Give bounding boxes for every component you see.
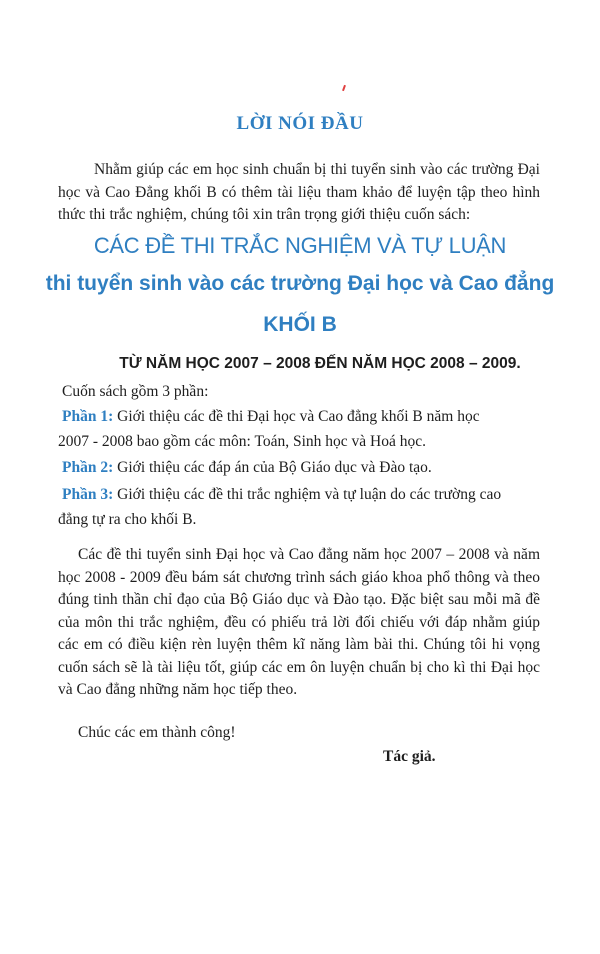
part-1-text: Giới thiệu các đề thi Đại học và Cao đẳng khối B năm học [117,408,480,425]
part-1-continuation: 2007 - 2008 bao gồm các môn: Toán, Sinh học và Hoá học. [58,433,426,450]
author-signature: Tác giả. [383,748,436,765]
closing-line: Chúc các em thành công! [78,724,236,741]
body-paragraph: Các đề thi tuyển sinh Đại học và Cao đẳng năm học 2007 – 2008 và năm học 2008 - 2009 đều bám sát chương trình sách giáo khoa phổ thông và theo đúng tinh thần chỉ đạo của Bộ Giáo dục và Đào tạo. Đặc biệt sau mỗi mã đề của môn thi trắc nghiệm, đều có phiếu trả lời đối chiếu với đáp nhằm giúp các em có điều kiện rèn luyện thêm kĩ năng làm bài thi. Chúng tôi hi vọng cuốn sách sẽ là tài liệu tốt, giúp các em ôn luyện chuẩn bị cho kì thi Đại học và Cao đẳng những năm học tiếp theo. [58,546,540,698]
part-3-text: Giới thiệu các đề thi trắc nghiệm và tự luận do các trường cao [117,486,502,503]
part-1-line [62,408,480,426]
part-3-continuation: đẳng tự ra cho khối B. [58,511,197,528]
part-2-line [62,459,432,477]
book-parts-intro: Cuốn sách gồm 3 phần: [62,383,209,400]
part-2-text: Giới thiệu các đáp án của Bộ Giáo dục và Đào tạo. [117,459,432,476]
book-title-line-1: CÁC ĐỀ THI TRẮC NGHIỆM VÀ TỰ LUẬN [93,233,507,258]
red-ink-mark [342,85,346,91]
intro-paragraph: Nhằm giúp các em học sinh chuẩn bị thi tuyển sinh vào các trường Đại học và Cao Đẳng khối B có thêm tài liệu tham khảo để luyện tập theo hình thức thi trắc nghiệm, chúng tôi xin trân trọng giới thiệu cuốn sách: [58,161,540,223]
year-range-heading: TỪ NĂM HỌC 2007 – 2008 ĐẾN NĂM HỌC 2008 – 2009. [119,355,521,372]
book-title-line-3: KHỐI B [263,313,337,336]
book-title-line-2: thi tuyển sinh vào các trường Đại học và Cao đẳng [45,272,555,295]
page-heading: LỜI NÓI ĐẦU [236,113,364,134]
part-3-line [62,486,501,504]
part-1-label: Phần 1: [62,408,114,425]
part-3-label: Phần 3: [62,486,114,503]
part-2-label: Phần 2: [62,459,114,476]
